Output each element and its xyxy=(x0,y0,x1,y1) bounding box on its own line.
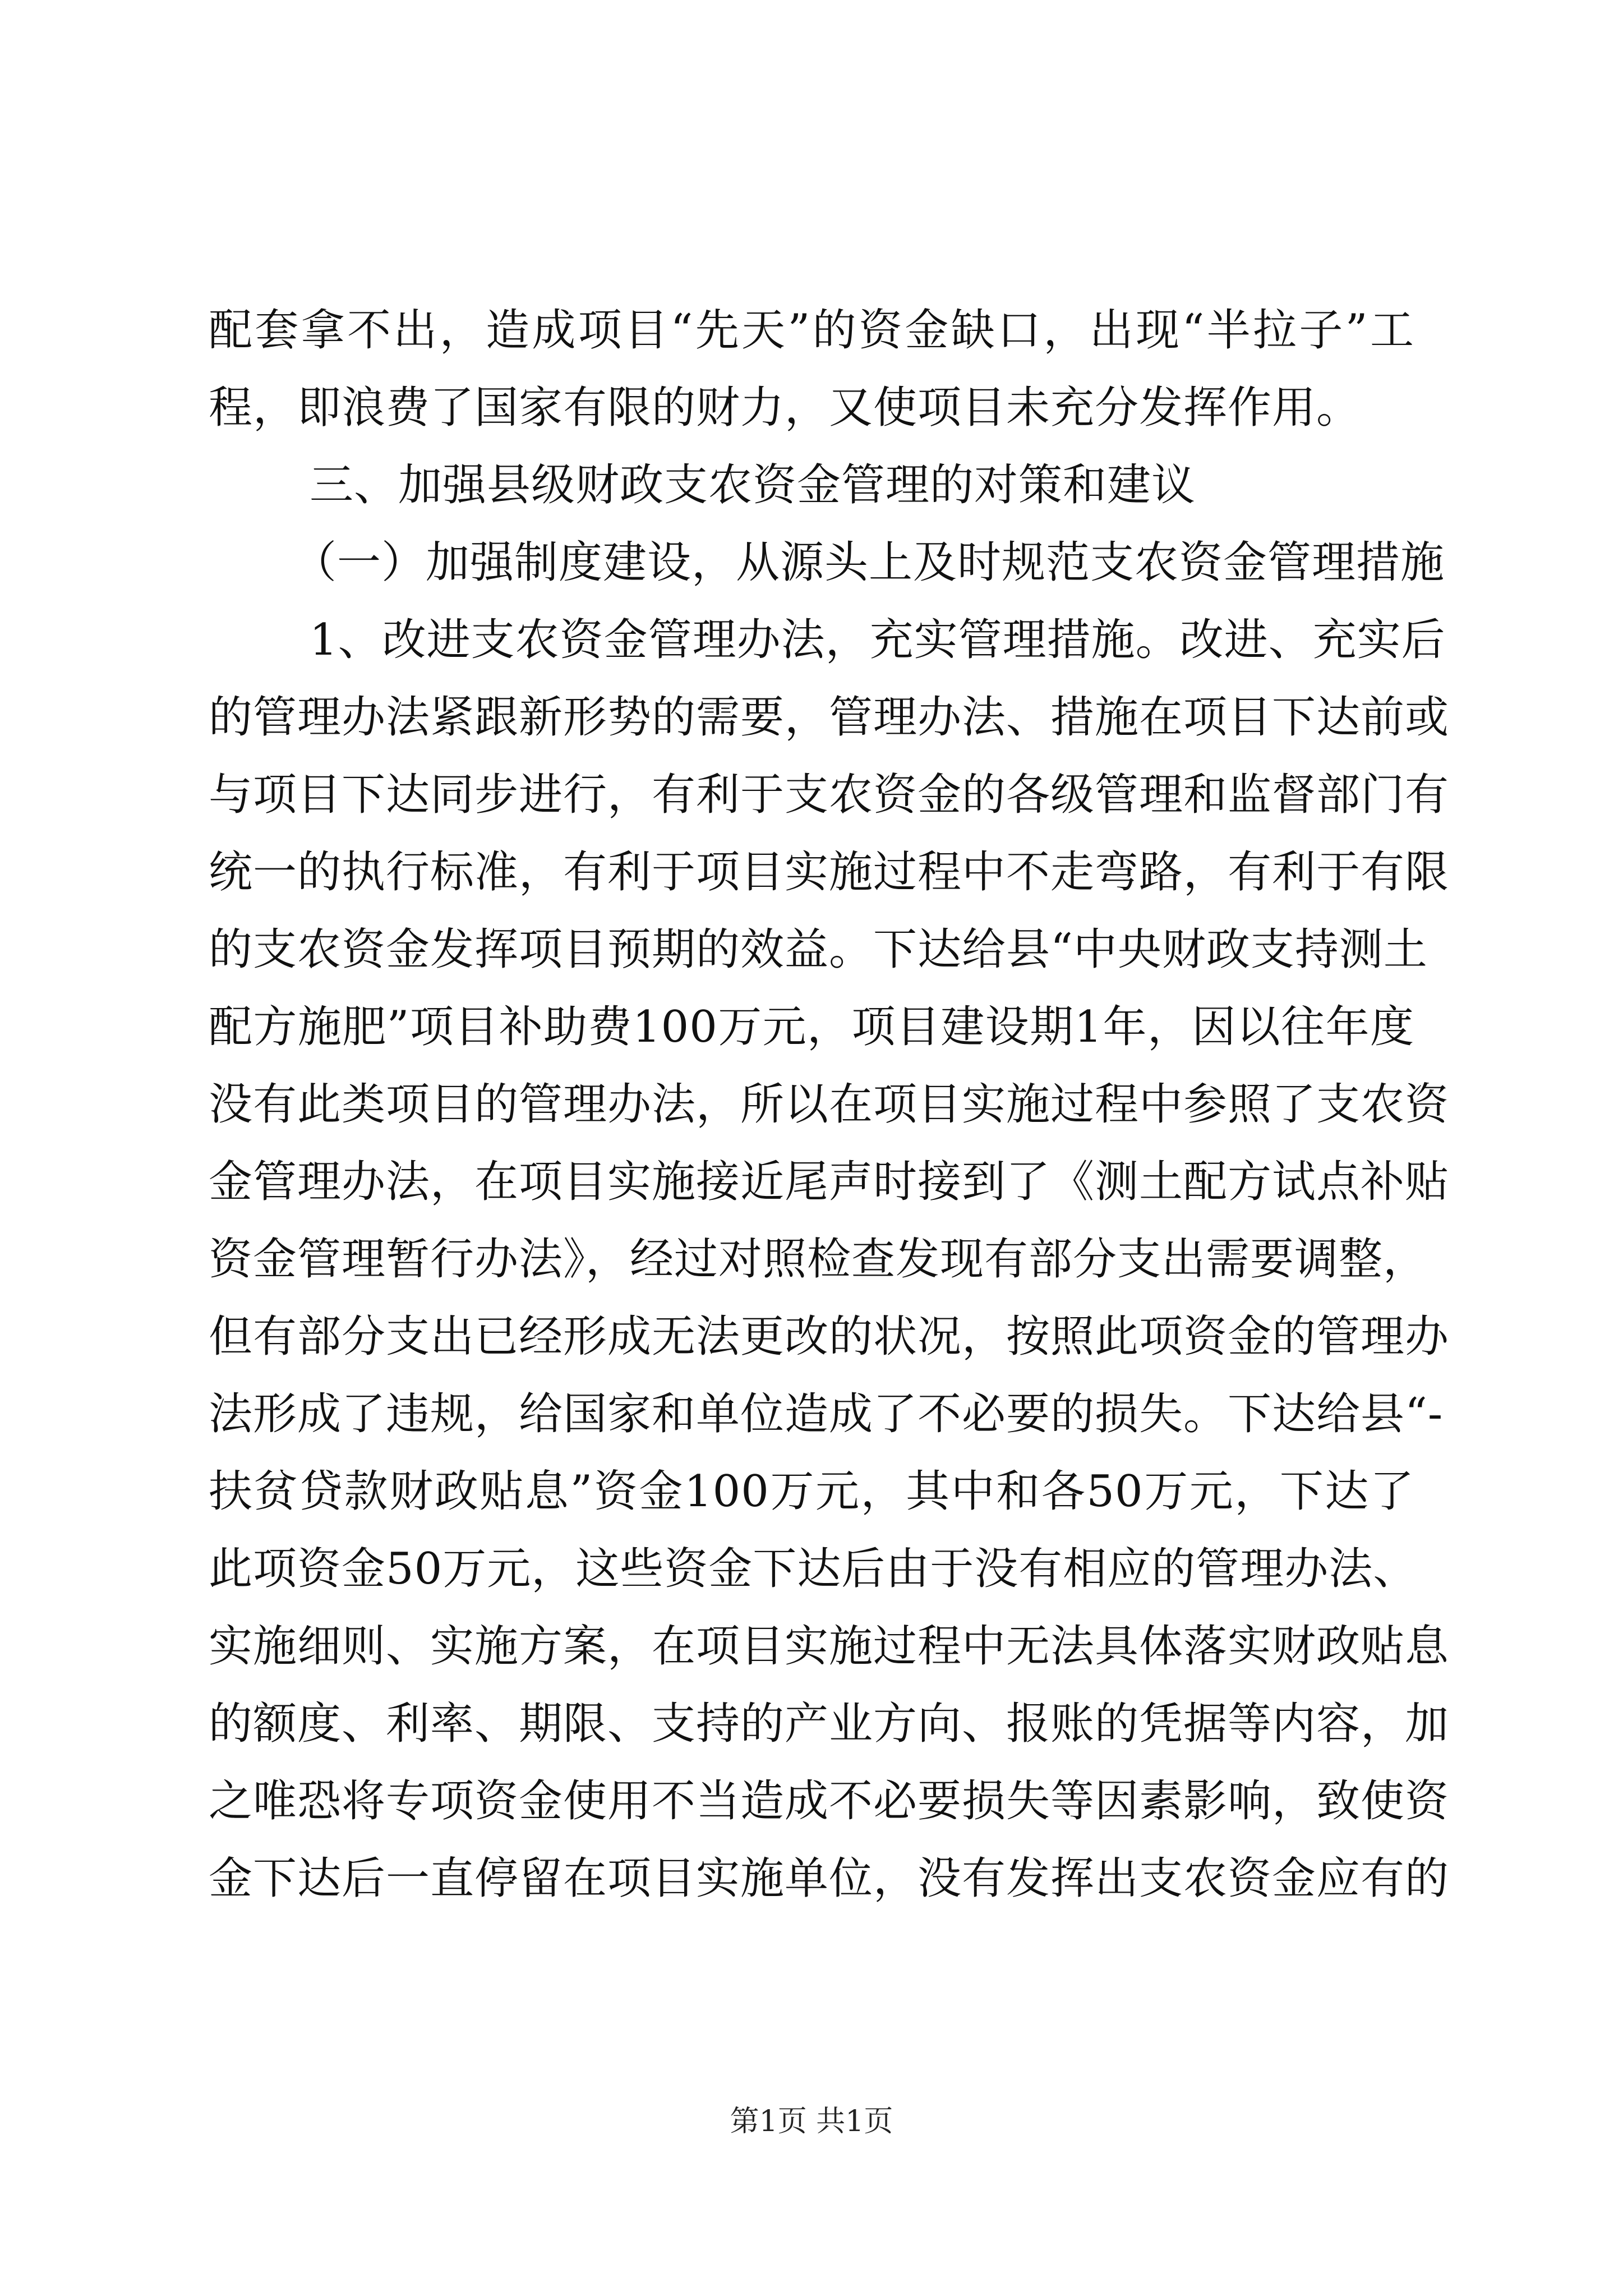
text-line: 金下达后一直停留在项目实施单位，没有发挥出支农资金应有的 xyxy=(209,1853,1450,1904)
text-line: 金管理办法，在项目实施接近尾声时接到了《测土配方试点补贴 xyxy=(209,1157,1450,1207)
text-line: 扶贫贷款财政贴息”资金100万元，其中和各50万元，下达了 xyxy=(209,1466,1414,1517)
section-heading: 三、加强县级财政支农资金管理的对策和建议 xyxy=(310,460,1196,510)
text-line: 的额度、利率、期限、支持的产业方向、报账的凭据等内容，加 xyxy=(209,1699,1450,1749)
text-line: 资金管理暂行办法》，经过对照检查发现有部分支出需要调整， xyxy=(209,1234,1428,1285)
subsection-heading: （一）加强制度建设，从源头上及时规范支农资金管理措施 xyxy=(293,537,1445,588)
document-body xyxy=(209,292,1450,1917)
text-line: 没有此类项目的管理办法，所以在项目实施过程中参照了支农资 xyxy=(209,1079,1450,1130)
text-line: 法形成了违规，给国家和单位造成了不必要的损失。下达给县“- xyxy=(209,1389,1444,1439)
text-line: 实施细则、实施方案，在项目实施过程中无法具体落实财政贴息 xyxy=(209,1621,1450,1672)
text-line: 程，即浪费了国家有限的财力，又使项目未充分发挥作用。 xyxy=(209,383,1361,433)
text-line: 1、改进支农资金管理办法，充实管理措施。改进、充实后 xyxy=(310,615,1446,665)
text-line: 的支农资金发挥项目预期的效益。下达给县“中央财政支持测土 xyxy=(209,924,1428,975)
text-line: 但有部分支出已经形成无法更改的状况，按照此项资金的管理办 xyxy=(209,1312,1450,1362)
text-line: 与项目下达同步进行，有利于支农资金的各级管理和监督部门有 xyxy=(209,770,1450,820)
text-line: 配套拿不出，造成项目“先天”的资金缺口，出现“半拉子”工 xyxy=(209,305,1414,356)
text-line: 之唯恐将专项资金使用不当造成不必要损失等因素影响，致使资 xyxy=(209,1776,1450,1826)
text-line: 配方施肥”项目补助费100万元，项目建设期1年，因以往年度 xyxy=(209,1002,1414,1052)
text-line: 的管理办法紧跟新形势的需要，管理办法、措施在项目下达前或 xyxy=(209,692,1450,743)
text-line: 此项资金50万元，这些资金下达后由于没有相应的管理办法、 xyxy=(209,1544,1418,1594)
page-footer: 第1页 共1页 xyxy=(730,2105,893,2138)
text-line: 统一的执行标准，有利于项目实施过程中不走弯路，有利于有限 xyxy=(209,847,1450,898)
